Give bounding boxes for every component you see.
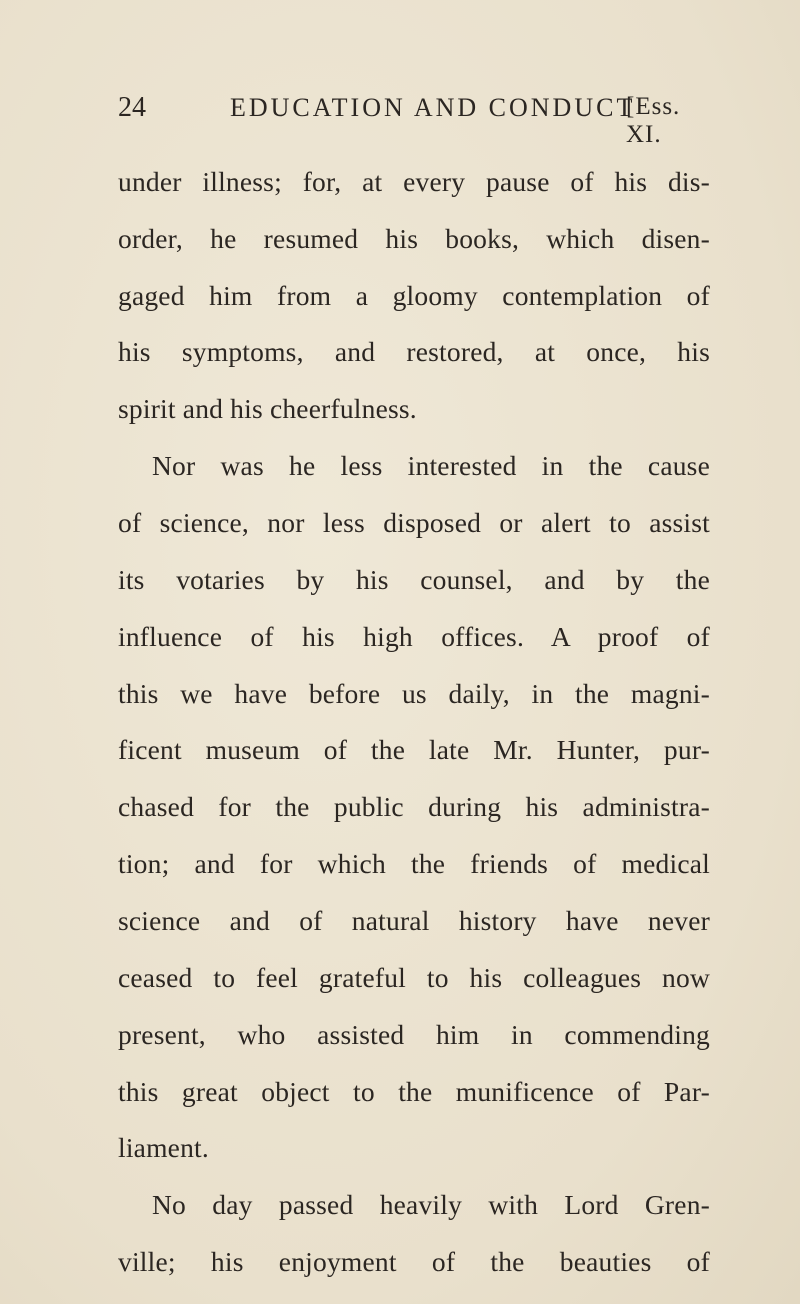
text-line: gaged him from a gloomy contemplation of — [118, 280, 710, 311]
text-line: No day passed heavily with Lord Gren- — [152, 1189, 710, 1220]
text-line: this great object to the munificence of Par- — [118, 1076, 710, 1107]
running-header — [118, 92, 718, 148]
text-line: tion; and for which the friends of medical — [118, 848, 710, 879]
text-line: science and of natural history have never — [118, 905, 710, 936]
text-line: his symptoms, and restored, at once, his — [118, 336, 710, 367]
text-line: of science, nor less disposed or alert to assist — [118, 507, 710, 538]
running-title: EDUCATION AND CONDUCT — [230, 93, 636, 122]
page-number: 24 — [118, 92, 146, 123]
text-line: ceased to feel grateful to his colleagues now — [118, 962, 710, 993]
text-line: chased for the public during his administra- — [118, 791, 710, 822]
text-line: present, who assisted him in commending — [118, 1019, 710, 1050]
section-reference: [Ess. XI. — [626, 93, 681, 148]
text-line: this we have before us daily, in the magni- — [118, 678, 710, 709]
text-line: liament. — [118, 1132, 209, 1163]
text-line: spirit and his cheerfulness. — [118, 393, 417, 424]
text-line: its votaries by his counsel, and by the — [118, 564, 710, 595]
text-line: under illness; for, at every pause of his dis- — [118, 166, 710, 197]
text-line: ville; his enjoyment of the beauties of — [118, 1246, 710, 1277]
text-line: ficent museum of the late Mr. Hunter, pur- — [118, 734, 710, 765]
text-line: order, he resumed his books, which disen- — [118, 223, 710, 254]
text-line: Nor was he less interested in the cause — [152, 450, 710, 481]
text-line: influence of his high offices. A proof of — [118, 621, 710, 652]
